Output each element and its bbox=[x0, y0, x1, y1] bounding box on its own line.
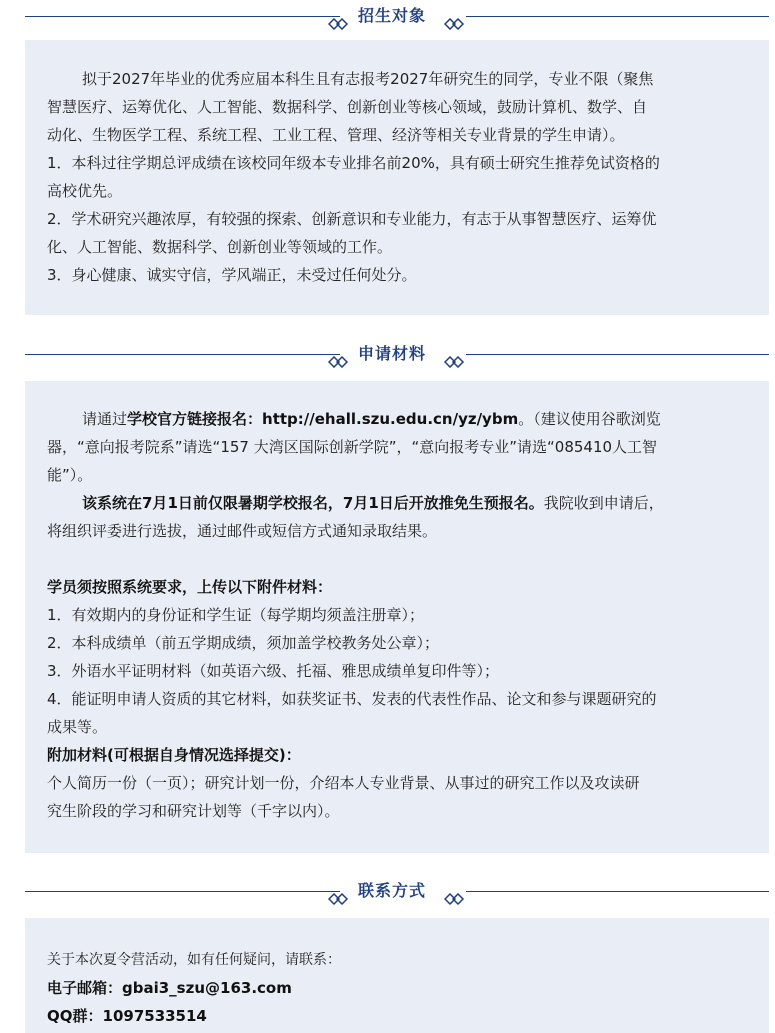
diamond-right-icon bbox=[444, 18, 466, 30]
requirement-item: 2．学术研究兴趣浓厚，有较强的探索、创新意识和专业能力，有志于从事智慧医疗、运筹优 bbox=[47, 210, 657, 228]
material-item: 3．外语水平证明材料（如英语六级、托福、雅思成绩单复印件等）； bbox=[47, 662, 500, 680]
section-title: 申请材料 bbox=[358, 344, 427, 363]
intro-line: 动化、生物医学工程、系统工程、工业工程、管理、经济等相关专业背景的学生申请）。 bbox=[47, 126, 625, 144]
section-title: 招生对象 bbox=[358, 6, 427, 25]
diamond-left-icon bbox=[328, 356, 350, 368]
requirement-item: 3．身心健康、诚实守信，学风端正，未受过任何处分。 bbox=[47, 266, 417, 284]
requirement-item: 1．本科过往学期总评成绩在该校同年级本专业排名前20%，具有硕士研究生推荐免试资格的 bbox=[47, 154, 660, 172]
application-line bbox=[47, 405, 747, 433]
materials-box bbox=[25, 381, 769, 853]
material-item: 成果等。 bbox=[47, 718, 108, 736]
diamond-left-icon bbox=[328, 893, 350, 905]
extra-material-line: 个人简历一份（一页）；研究计划一份，介绍本人专业背景、从事过的研究工作以及攻读研 bbox=[47, 774, 640, 792]
extra-material-line: 究生阶段的学习和研究计划等（千字以内）。 bbox=[47, 802, 340, 820]
text: 。（建议使用谷歌浏览 bbox=[518, 410, 661, 428]
contact-qq-group: QQ群：1097533514 bbox=[47, 1007, 207, 1025]
eligibility-box bbox=[25, 40, 769, 315]
header-line-right bbox=[466, 16, 769, 17]
application-line: 能”）。 bbox=[47, 466, 93, 484]
diamond-left-icon bbox=[328, 18, 350, 30]
intro-line: 拟于2027年毕业的优秀应届本科生且有志报考2027年研究生的同学，专业不限（聚焦 bbox=[82, 70, 654, 88]
intro-line: 智慧医疗、运筹优化、人工智能、数据科学、创新创业等核心领域，鼓励计算机、数学、自 bbox=[47, 98, 648, 116]
requirement-item: 高校优先。 bbox=[47, 182, 123, 200]
section-header-contact bbox=[0, 877, 775, 917]
header-line-left bbox=[25, 891, 340, 892]
spacer bbox=[47, 545, 747, 573]
application-line bbox=[47, 489, 747, 517]
contact-box bbox=[25, 918, 769, 1033]
application-line: 器，“意向报考院系”请选“157 大湾区国际创新学院”，“意向报考专业”请选“085410人工智 bbox=[47, 438, 658, 456]
section-header-materials bbox=[0, 340, 775, 380]
requirement-item: 化、人工智能、数据科学、创新创业等领域的工作。 bbox=[47, 238, 393, 256]
contact-intro: 关于本次夏令营活动，如有任何疑问，请联系： bbox=[47, 952, 341, 968]
extra-materials-heading: 附加材料(可根据自身情况选择提交)： bbox=[47, 746, 301, 764]
section-header-eligibility bbox=[0, 2, 775, 42]
text: 我院收到申请后， bbox=[543, 494, 664, 512]
header-line-left bbox=[25, 354, 340, 355]
material-item: 1．有效期内的身份证和学生证（每学期均须盖注册章）； bbox=[47, 606, 425, 624]
header-line-left bbox=[25, 16, 340, 17]
application-line: 将组织评委进行选拔，通过邮件或短信方式通知录取结果。 bbox=[47, 522, 438, 540]
text: 请通过 bbox=[82, 410, 128, 428]
section-title: 联系方式 bbox=[358, 881, 427, 900]
diamond-right-icon bbox=[444, 893, 466, 905]
system-notice: 该系统在7月1日前仅限暑期学校报名，7月1日后开放推免生预报名。 bbox=[82, 494, 544, 512]
registration-url-link[interactable]: http://ehall.szu.edu.cn/yz/ybm bbox=[262, 410, 519, 428]
official-link-label: 学校官方链接报名： bbox=[127, 410, 263, 428]
attachments-heading: 学员须按照系统要求，上传以下附件材料： bbox=[47, 578, 333, 596]
diamond-right-icon bbox=[444, 356, 466, 368]
material-item: 4．能证明申请人资质的其它材料，如获奖证书、发表的代表性作品、论文和参与课题研究的 bbox=[47, 690, 657, 708]
header-line-right bbox=[466, 891, 769, 892]
header-line-right bbox=[466, 354, 769, 355]
contact-email[interactable]: 电子邮箱：gbai3_szu@163.com bbox=[47, 979, 292, 997]
material-item: 2．本科成绩单（前五学期成绩，须加盖学校教务处公章）； bbox=[47, 634, 440, 652]
